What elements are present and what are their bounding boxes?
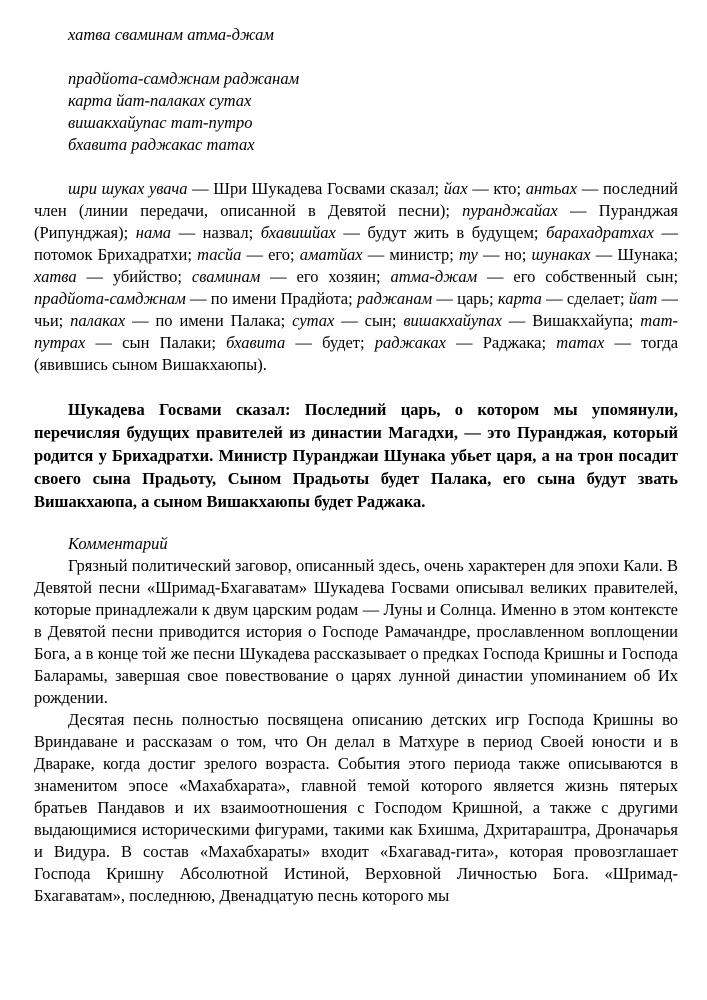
synonym-meaning: Пуранджая (Рипунджая)	[34, 201, 679, 242]
synonym-term: ту	[459, 245, 478, 264]
synonym-meaning: сделает	[566, 289, 621, 308]
synonym-term: палаках	[70, 311, 126, 330]
synonym-meaning: его	[268, 245, 291, 264]
synonym-meaning: Раджака	[482, 333, 542, 352]
synonym-meaning: последний член (линии передачи, описанной в Девятой песни)	[34, 179, 678, 220]
synonym-meaning: по имени Палака	[155, 311, 281, 330]
synonym-meaning: сын	[364, 311, 392, 330]
synonym-meaning: сын Палаки	[122, 333, 212, 352]
translation-paragraph: Шукадева Госвами сказал: Последний царь, о котором мы упомянули, перечисляя будущих правителей из династии Магадхи, — это Пуранджая, который родится у Брихадратхи. Министр Пуранджаи Шунака убьет царя, а на трон посадит своего сына Прадьоту, Сыном Прадьоты будет Палака, его сына будут звать Вишакхаюпа, а сыном Вишакхаюпы будет Раджака.	[34, 400, 678, 511]
synonym-meaning: чьи	[34, 311, 59, 330]
verse-line: прадйота-самджнам раджанам	[68, 69, 300, 88]
synonym-term: антьах	[525, 179, 578, 198]
synonym-term: прадйота-самджнам	[34, 289, 186, 308]
synonym-meaning: министр	[389, 245, 450, 264]
commentary-paragraph: Грязный политический заговор, описанный здесь, очень характерен для эпохи Кали. В Девятой песни «Шримад-Бхагаватам» Шукадева Госвами описывал великих правителей, которые принадлежали к двум царским родам — Луны и Солнца. Именно в этом контексте в Девятой песни приводится история о Господе Рамачандре, прославленном воплощении Бога, а в конце той же песни Шукадева рассказывает о предках Господа Кришны и Господа Баларамы, завершая свое повествование о царях лунной династии упоминанием об Их рождении.	[34, 556, 678, 707]
synonym-term: бхавишйах	[260, 223, 336, 242]
synonym-meaning: потомок Брихадратхи	[34, 245, 188, 264]
synonym-meaning: назвал	[202, 223, 249, 242]
synonym-meaning: будут жить в будущем	[367, 223, 534, 242]
verse-line: карта йат-палаках сутах	[68, 91, 252, 110]
synonym-term: шри шуках увача	[68, 179, 188, 198]
synonym-meaning: его хозяин	[296, 267, 376, 286]
verse-line: бхавита раджакас татах	[68, 135, 255, 154]
synonym-term: йат	[628, 289, 658, 308]
synonym-meaning: убийство	[112, 267, 178, 286]
verse-line: хатва сваминам атма-джам	[68, 25, 274, 44]
synonym-meaning: будет	[322, 333, 361, 352]
synonym-meaning: его собственный сын	[513, 267, 674, 286]
verse-block	[34, 68, 678, 156]
commentary-paragraph: Десятая песнь полностью посвящена описанию детских игр Господа Кришны во Вриндаване и рассказам о том, что Он делал в Матхуре в период Своей юности и в Двараке, когда достиг зрелого возраста. События этого периода также описываются в знаменитом эпосе «Махабхарата», главной темой которого является жизнь пятерых братьев Пандавов и их взаимоотношения с Господом Кришной, а также с другими выдающимися историческими фигурами, такими как Бхишма, Дхритараштра, Дроначарья и Видура. В состав «Махабхараты» входит «Бхагавад-гита», которая провозглашает Господа Кришну Абсолютной Истиной, Верховной Личностью Бога. «Шримад-Бхагаватам», последнюю, Двенадцатую песнь которого мы	[34, 710, 678, 905]
verse-block-top	[34, 24, 678, 46]
synonyms-paragraph: шри шуках увача — Шри Шукадева Госвами сказал; йах — кто; антьах — последний член (линии передачи, описанной в Девятой песни); пуранджайах — Пуранджая (Рипунджая); нама — назвал; бхавишйах — будут жить в будущем; барахадратхах — потомок Брихадратхи; тасйа — его; аматйах — министр; ту — но; шунаках — Шунака; хатва — убийство; сваминам — его хозяин; атма-джам — его собственный сын; прадйота-самджнам — по имени Прадйота; раджанам — царь; карта — сделает; йат — чьи; палаках — по имени Палака; сутах — сын; вишакхайупах — Вишакхайупа; тат-путрах — сын Палаки; бхавита — будет; раджаках — Раджака; татах — тогда (явившись сыном Вишакхаюпы).	[34, 179, 679, 374]
synonym-term: раджаках	[374, 333, 446, 352]
synonym-term: пуранджайах	[462, 201, 558, 220]
synonym-term: барахадратхах	[546, 223, 654, 242]
synonym-term: нама	[135, 223, 172, 242]
synonym-meaning: по имени Прадйота	[210, 289, 349, 308]
synonym-meaning: Шри Шукадева Госвами сказал	[213, 179, 435, 198]
synonym-term: татах	[556, 333, 605, 352]
synonym-term: йах	[443, 179, 468, 198]
commentary-title: Комментарий	[68, 534, 168, 553]
synonym-term: тасйа	[197, 245, 242, 264]
synonym-term: раджанам	[356, 289, 433, 308]
synonym-term: сваминам	[191, 267, 261, 286]
synonym-term: хатва	[34, 267, 77, 286]
verse-gap	[34, 46, 678, 68]
verse-line: вишакхайупас тат-путро	[68, 113, 253, 132]
synonym-term: атма-джам	[390, 267, 478, 286]
synonym-meaning: Вишакхайупа	[532, 311, 629, 330]
synonym-term: аматйах	[299, 245, 363, 264]
synonym-term: тат-путрах	[34, 311, 679, 352]
synonym-meaning: тогда (явившись сыном Вишакхаюпы).	[34, 333, 679, 374]
document-page	[34, 24, 678, 907]
synonym-term: шунаках	[531, 245, 591, 264]
synonym-term: сутах	[292, 311, 335, 330]
synonym-meaning: но	[504, 245, 522, 264]
synonym-term: вишакхайупах	[403, 311, 502, 330]
synonym-meaning: Шунака	[617, 245, 674, 264]
synonym-term: карта	[497, 289, 542, 308]
synonym-term: бхавита	[226, 333, 286, 352]
synonym-meaning: кто	[493, 179, 517, 198]
synonym-meaning: царь	[457, 289, 490, 308]
